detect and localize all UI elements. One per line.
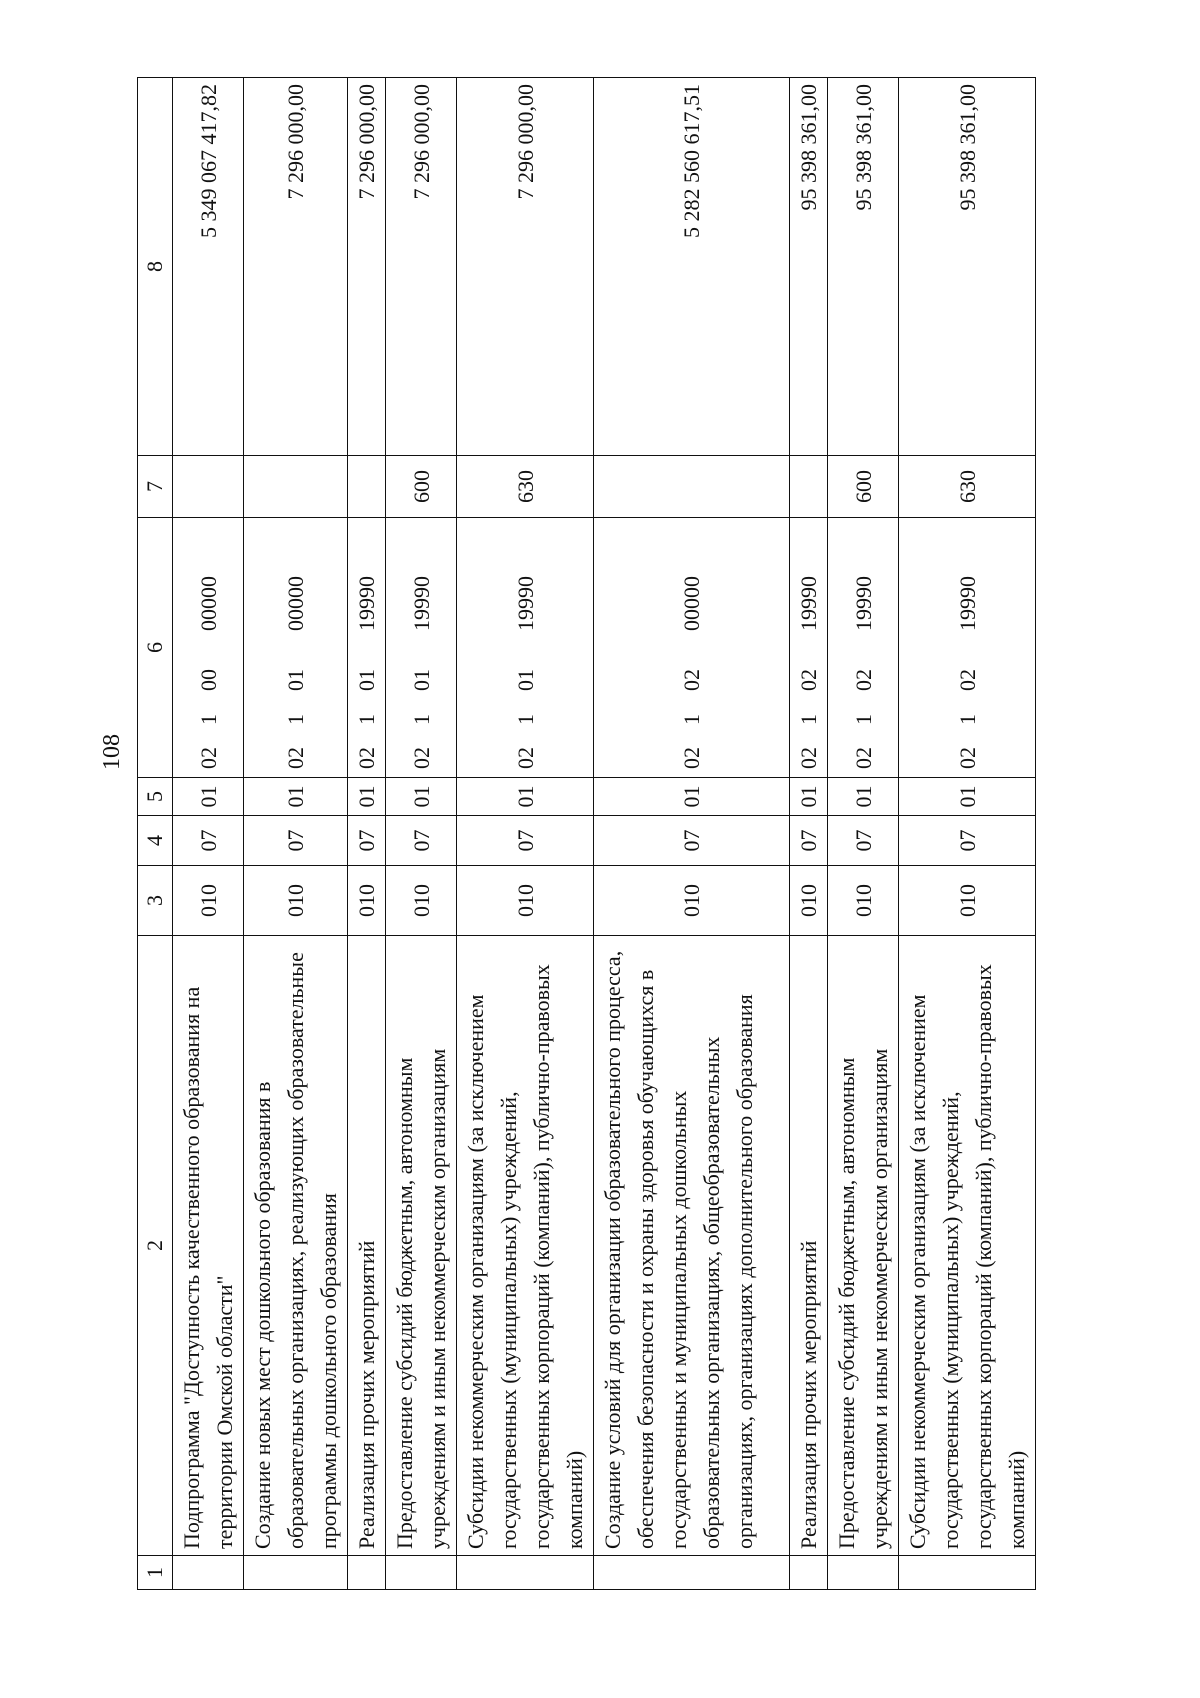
table-row — [173, 78, 244, 1590]
code-section: 07 — [594, 816, 790, 866]
item-name: Реализация прочих мероприятий — [348, 936, 386, 1556]
table-row — [899, 78, 1036, 1590]
code-expense-type — [348, 456, 386, 518]
amount: 5 349 067 417,82 — [173, 78, 244, 456]
row-number-cell — [594, 1556, 790, 1590]
code-subsection: 01 — [244, 778, 348, 816]
code-subsection: 01 — [348, 778, 386, 816]
row-number-cell — [244, 1556, 348, 1590]
csr-program: 02 — [512, 747, 538, 769]
code-subsection: 01 — [173, 778, 244, 816]
csr-direction: 19990 — [850, 576, 876, 631]
table-row — [828, 78, 899, 1590]
code-target-article — [457, 518, 594, 778]
csr-event: 02 — [679, 669, 704, 691]
column-header: 6 — [138, 518, 173, 778]
csr-event: 01 — [283, 669, 308, 691]
csr-subprogram: 1 — [512, 714, 538, 725]
csr-event: 02 — [796, 669, 821, 691]
csr-event: 00 — [195, 669, 221, 691]
csr-direction: 19990 — [512, 576, 538, 631]
code-target-article — [173, 518, 244, 778]
amount: 5 282 560 617,51 — [594, 78, 790, 456]
code-target-article — [594, 518, 790, 778]
code-subsection: 01 — [457, 778, 594, 816]
item-name: Субсидии некоммерческим организациям (за исключением государственных (муниципальных) учреждений, государственных корпораций (компаний), публично-правовых компаний) — [899, 936, 1036, 1556]
csr-direction: 00000 — [679, 576, 704, 631]
code-subsection: 01 — [790, 778, 828, 816]
csr-event: 01 — [408, 669, 434, 691]
code-expense-type — [594, 456, 790, 518]
code-expense-type — [244, 456, 348, 518]
csr-direction: 19990 — [408, 576, 434, 631]
item-name: Предоставление субсидий бюджетным, автономным учреждениям и иным некоммерческим организациям — [828, 936, 899, 1556]
column-header: 8 — [138, 78, 173, 456]
row-number-cell — [899, 1556, 1036, 1590]
amount: 7 296 000,00 — [244, 78, 348, 456]
table-row — [790, 78, 828, 1590]
table-row — [386, 78, 457, 1590]
table-row — [594, 78, 790, 1590]
code-admin: 010 — [173, 866, 244, 936]
row-number-cell — [457, 1556, 594, 1590]
page-number: 108 — [99, 734, 125, 770]
code-expense-type — [790, 456, 828, 518]
row-number-cell — [790, 1556, 828, 1590]
table-header-row — [138, 78, 173, 1590]
table-row — [457, 78, 594, 1590]
item-name: Реализация прочих мероприятий — [790, 936, 828, 1556]
code-section: 07 — [899, 816, 1036, 866]
code-target-article — [244, 518, 348, 778]
code-target-article — [790, 518, 828, 778]
code-section: 07 — [244, 816, 348, 866]
csr-subprogram: 1 — [796, 714, 821, 725]
code-expense-type — [173, 456, 244, 518]
csr-subprogram: 1 — [195, 714, 221, 725]
csr-program: 02 — [679, 747, 704, 769]
amount: 95 398 361,00 — [828, 78, 899, 456]
code-subsection: 01 — [899, 778, 1036, 816]
code-section: 07 — [790, 816, 828, 866]
csr-subprogram: 1 — [679, 714, 704, 725]
amount: 95 398 361,00 — [899, 78, 1036, 456]
csr-subprogram: 1 — [850, 714, 876, 725]
document-page — [95, 10, 1029, 1590]
budget-table — [137, 77, 1036, 1590]
item-name: Создание новых мест дошкольного образования в образовательных организациях, реализующих образовательные программы дошкольного образования — [244, 936, 348, 1556]
column-header: 5 — [138, 778, 173, 816]
code-admin: 010 — [828, 866, 899, 936]
code-admin: 010 — [899, 866, 1036, 936]
csr-program: 02 — [796, 747, 821, 769]
code-subsection: 01 — [386, 778, 457, 816]
csr-direction: 19990 — [954, 576, 980, 631]
code-section: 07 — [348, 816, 386, 866]
item-name: Предоставление субсидий бюджетным, автономным учреждениям и иным некоммерческим организациям — [386, 936, 457, 1556]
item-name: Создание условий для организации образовательного процесса, обеспечения безопасности и охраны здоровья обучающихся в государственных и муниципальных дошкольных образовательных организациях, общеобразовательных организациях, организациях дополнительного образования — [594, 936, 790, 1556]
code-subsection: 01 — [594, 778, 790, 816]
csr-program: 02 — [954, 747, 980, 769]
table-row — [348, 78, 386, 1590]
code-admin: 010 — [594, 866, 790, 936]
column-header: 2 — [138, 936, 173, 1556]
amount: 7 296 000,00 — [348, 78, 386, 456]
row-number-cell — [386, 1556, 457, 1590]
code-expense-type: 630 — [457, 456, 594, 518]
csr-program: 02 — [850, 747, 876, 769]
csr-event: 01 — [512, 669, 538, 691]
code-admin: 010 — [348, 866, 386, 936]
csr-event: 02 — [850, 669, 876, 691]
code-subsection: 01 — [828, 778, 899, 816]
csr-direction: 19990 — [796, 576, 821, 631]
code-admin: 010 — [457, 866, 594, 936]
csr-subprogram: 1 — [954, 714, 980, 725]
code-target-article — [348, 518, 386, 778]
code-section: 07 — [828, 816, 899, 866]
code-expense-type: 600 — [386, 456, 457, 518]
code-section: 07 — [386, 816, 457, 866]
csr-event: 02 — [954, 669, 980, 691]
column-header: 7 — [138, 456, 173, 518]
csr-event: 01 — [354, 669, 379, 691]
code-admin: 010 — [790, 866, 828, 936]
code-expense-type: 600 — [828, 456, 899, 518]
table-row — [244, 78, 348, 1590]
table-body — [173, 78, 1036, 1590]
code-expense-type: 630 — [899, 456, 1036, 518]
column-header: 4 — [138, 816, 173, 866]
code-target-article — [828, 518, 899, 778]
csr-program: 02 — [354, 747, 379, 769]
row-number-cell — [173, 1556, 244, 1590]
csr-program: 02 — [283, 747, 308, 769]
csr-program: 02 — [195, 747, 221, 769]
csr-subprogram: 1 — [354, 714, 379, 725]
code-admin: 010 — [244, 866, 348, 936]
amount: 95 398 361,00 — [790, 78, 828, 456]
csr-subprogram: 1 — [283, 714, 308, 725]
csr-direction: 00000 — [283, 576, 308, 631]
code-target-article — [386, 518, 457, 778]
code-section: 07 — [457, 816, 594, 866]
row-number-cell — [828, 1556, 899, 1590]
row-number-cell — [348, 1556, 386, 1590]
amount: 7 296 000,00 — [386, 78, 457, 456]
csr-program: 02 — [408, 747, 434, 769]
amount: 7 296 000,00 — [457, 78, 594, 456]
code-target-article — [899, 518, 1036, 778]
item-name: Подпрограмма "Доступность качественного образования на территории Омской области" — [173, 936, 244, 1556]
column-header: 1 — [138, 1556, 173, 1590]
item-name: Субсидии некоммерческим организациям (за исключением государственных (муниципальных) учреждений, государственных корпораций (компаний), публично-правовых компаний) — [457, 936, 594, 1556]
csr-direction: 19990 — [354, 576, 379, 631]
csr-direction: 00000 — [195, 576, 221, 631]
code-admin: 010 — [386, 866, 457, 936]
csr-subprogram: 1 — [408, 714, 434, 725]
code-section: 07 — [173, 816, 244, 866]
column-header: 3 — [138, 866, 173, 936]
